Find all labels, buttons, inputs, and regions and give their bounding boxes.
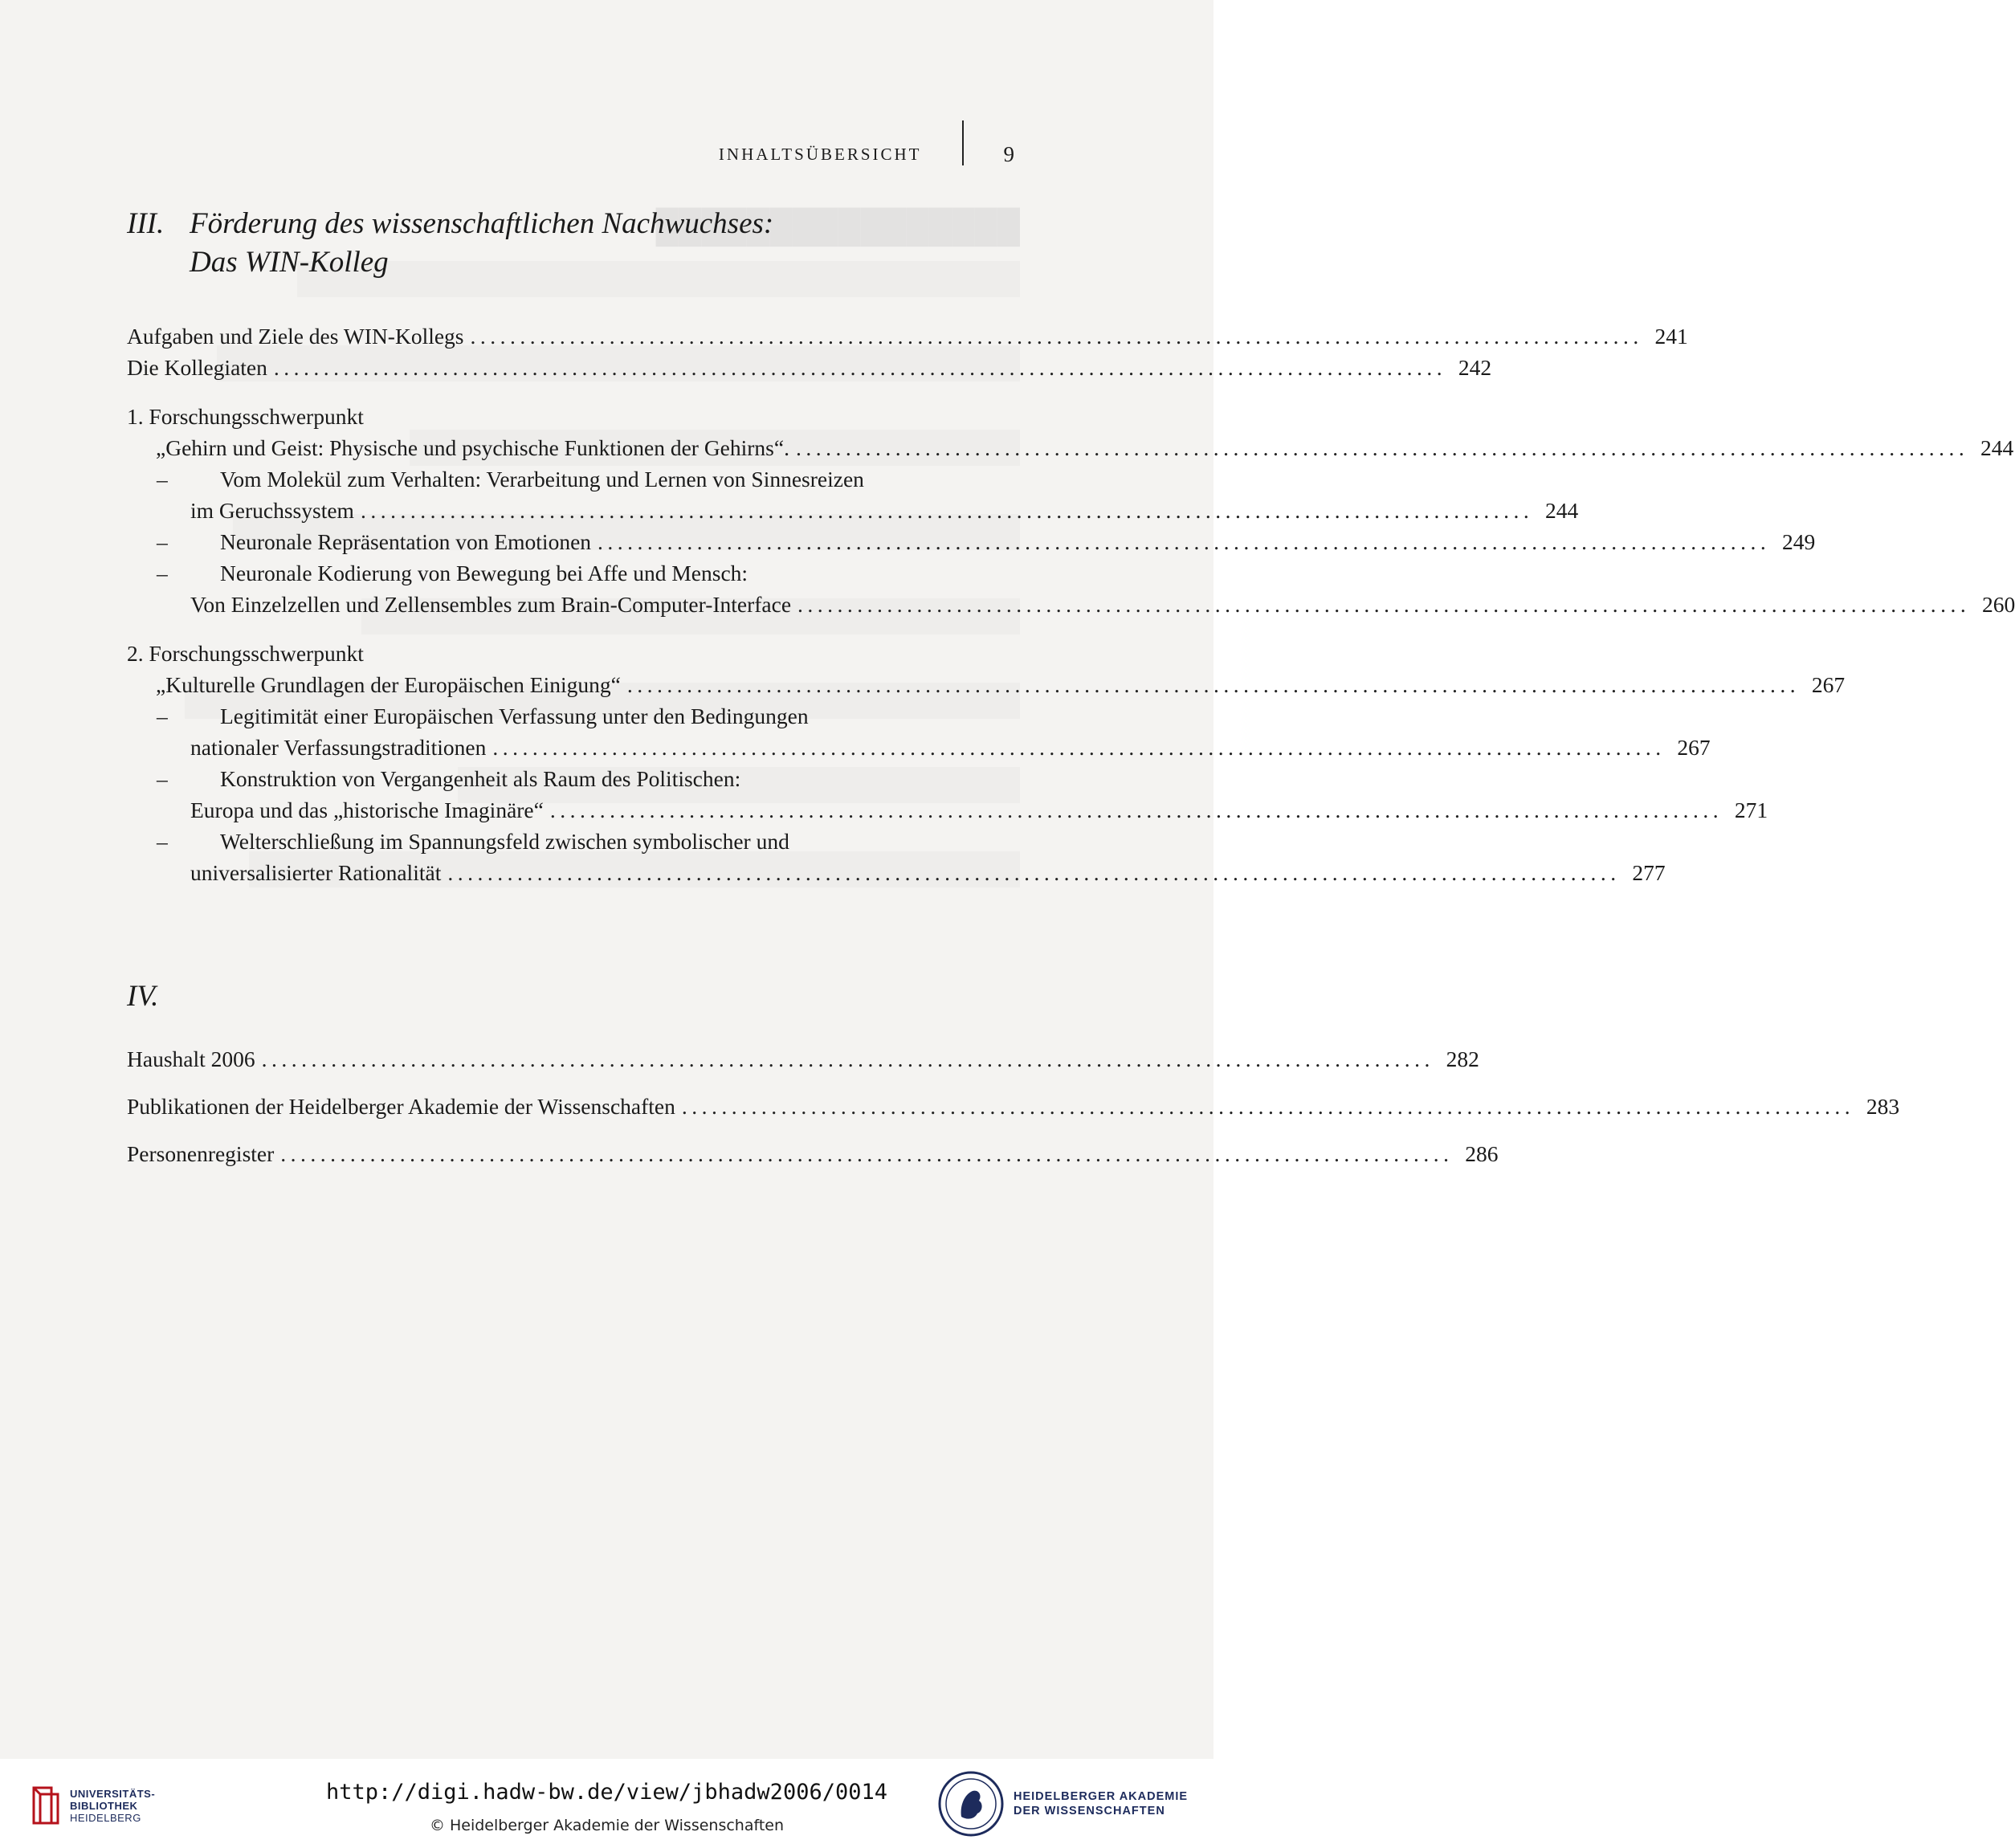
- leader-dots: ......................................................................................................................: [598, 529, 1771, 554]
- toc-entry-title: Haushalt 2006: [127, 1046, 255, 1071]
- academy-name: HEIDELBERGER AKADEMIE DER WISSENSCHAFTEN: [1014, 1790, 1189, 1817]
- leader-dots: ......................................................................................................................: [447, 860, 1621, 885]
- toc-entry-title: Legitimität einer Europäischen Verfassung unter den Bedingungen: [220, 704, 809, 728]
- toc-entry-title: „Gehirn und Geist: Physische und psychische Funktionen der Gehirns“.: [156, 435, 789, 460]
- leader-dots: ......................................................................................................................: [273, 355, 1447, 380]
- toc-entry-title: universalisierter Rationalität: [190, 860, 442, 885]
- toc-page-number: 267: [1677, 735, 1711, 760]
- toc-page-number: 260: [1982, 592, 2015, 617]
- section-title-line1: Förderung des wissenschaftlichen Nachwuchses:: [190, 207, 774, 240]
- toc-page-number: 271: [1734, 798, 1768, 822]
- section-heading-iv: [127, 977, 1010, 1016]
- leader-dots: ......................................................................................................................: [549, 798, 1723, 822]
- leader-dots: ......................................................................................................................: [626, 672, 1801, 697]
- running-head-title: INHALTSÜBERSICHT: [718, 144, 922, 164]
- dash-marker: –: [157, 467, 168, 492]
- toc-page-number: 277: [1632, 860, 1666, 885]
- viewer-footer: [0, 1759, 1213, 1848]
- toc-group-heading-fs1: 1. Forschungsschwerpunkt: [127, 404, 364, 429]
- leader-dots: ......................................................................................................................: [795, 435, 1969, 460]
- toc-entry-title: Publikationen der Heidelberger Akademie der Wissenschaften: [127, 1094, 675, 1119]
- toc-subentry-2a-line1[interactable]: [127, 700, 1014, 732]
- toc-entry-fs1[interactable]: [127, 432, 2014, 463]
- toc-entry-title: Neuronale Kodierung von Bewegung bei Affe und Mensch:: [220, 561, 748, 585]
- toc-entry-fs2[interactable]: [127, 669, 1846, 700]
- leader-dots: ......................................................................................................................: [797, 592, 1971, 617]
- leader-dots: ......................................................................................................................: [470, 324, 1643, 349]
- toc-page-number: 244: [1980, 435, 2014, 460]
- page-number: 9: [1003, 141, 1014, 166]
- toc-subentry-2b-line1[interactable]: [127, 763, 1014, 794]
- toc-subentry-1b[interactable]: [127, 526, 1816, 557]
- toc-page-number: 267: [1811, 672, 1846, 697]
- toc-entry-title: Die Kollegiaten: [127, 355, 267, 380]
- toc-subentry-1c-line1[interactable]: [127, 557, 1014, 589]
- toc-entry-publikationen[interactable]: [127, 1091, 1900, 1122]
- toc-subentry-2c-line2[interactable]: [127, 857, 1666, 888]
- academy-seal-icon: [937, 1770, 1005, 1838]
- document-url-link[interactable]: http://digi.hadw-bw.de/view/jbhadw2006/0014: [326, 1780, 887, 1805]
- toc-subentry-1c-line2[interactable]: [127, 589, 2015, 620]
- section-heading-iii: [127, 205, 1010, 282]
- dash-marker: –: [157, 766, 168, 791]
- toc-page-number: 241: [1654, 324, 1688, 349]
- toc-subentry-2b-line2[interactable]: [127, 794, 1768, 826]
- toc-entry-title: Konstruktion von Vergangenheit als Raum des Politischen:: [220, 766, 741, 791]
- toc-entry-personenregister[interactable]: [127, 1138, 1499, 1169]
- toc-entry-title: „Kulturelle Grundlagen der Europäischen Einigung“: [156, 672, 621, 697]
- dash-marker: –: [157, 561, 168, 585]
- show-through-decoration: ████████████████: [120, 209, 1020, 936]
- running-head: [719, 132, 1014, 177]
- toc-page-number: 286: [1465, 1141, 1499, 1166]
- toc-page-number: 249: [1782, 529, 1816, 554]
- section-title-line2: Das WIN-Kolleg: [190, 246, 389, 279]
- leader-dots: ......................................................................................................................: [360, 498, 1534, 523]
- leader-dots: ......................................................................................................................: [261, 1046, 1434, 1071]
- leader-dots: ......................................................................................................................: [681, 1094, 1855, 1119]
- toc-page-number: 244: [1544, 498, 1579, 523]
- toc-page-number: 283: [1866, 1094, 1900, 1119]
- toc-entry-title: Aufgaben und Ziele des WIN-Kollegs: [127, 324, 464, 349]
- toc-entry-title: im Geruchssystem: [190, 498, 354, 523]
- running-head-divider: [962, 120, 964, 165]
- toc-entry-title: Von Einzelzellen und Zellensembles zum Brain-Computer-Interface: [190, 592, 792, 617]
- toc-entry-aufgaben[interactable]: [127, 320, 1688, 352]
- toc-entry-title: Personenregister: [127, 1141, 275, 1166]
- toc-group-heading-fs2: 2. Forschungsschwerpunkt: [127, 641, 364, 666]
- section-number: IV.: [127, 980, 159, 1013]
- dash-marker: –: [157, 829, 168, 854]
- toc-subentry-1a-line1[interactable]: [127, 463, 1014, 495]
- dash-marker: –: [157, 704, 168, 728]
- toc-entry-title: Vom Molekül zum Verhalten: Verarbeitung und Lernen von Sinnesreizen: [220, 467, 864, 492]
- toc-page-number: 282: [1446, 1046, 1479, 1071]
- section-number: III.: [127, 207, 165, 240]
- copyright-notice: © Heidelberger Akademie der Wissenschaften: [429, 1817, 785, 1834]
- toc-subentry-2c-line1[interactable]: [127, 826, 1014, 857]
- toc-entry-kollegiaten[interactable]: [127, 352, 1492, 383]
- dash-marker: –: [157, 529, 168, 554]
- toc-subentry-1a-line2[interactable]: [127, 495, 1579, 526]
- toc-entry-title: nationaler Verfassungstraditionen: [190, 735, 487, 760]
- toc-section-iii: [127, 320, 2015, 888]
- toc-page-number: 242: [1458, 355, 1492, 380]
- leader-dots: ......................................................................................................................: [280, 1141, 1454, 1166]
- toc-entry-title: Welterschließung im Spannungsfeld zwischen symbolischer und: [220, 829, 789, 854]
- toc-section-iv: [127, 1043, 1900, 1169]
- university-library-name: UNIVERSITÄTS- BIBLIOTHEK HEIDELBERG: [70, 1788, 156, 1824]
- leader-dots: ......................................................................................................................: [492, 735, 1666, 760]
- toc-entry-haushalt[interactable]: [127, 1043, 1479, 1075]
- toc-entry-title: Europa und das „historische Imaginäre“: [190, 798, 544, 822]
- toc-entry-title: Neuronale Repräsentation von Emotionen: [220, 529, 592, 554]
- toc-subentry-2a-line2[interactable]: [127, 732, 1711, 763]
